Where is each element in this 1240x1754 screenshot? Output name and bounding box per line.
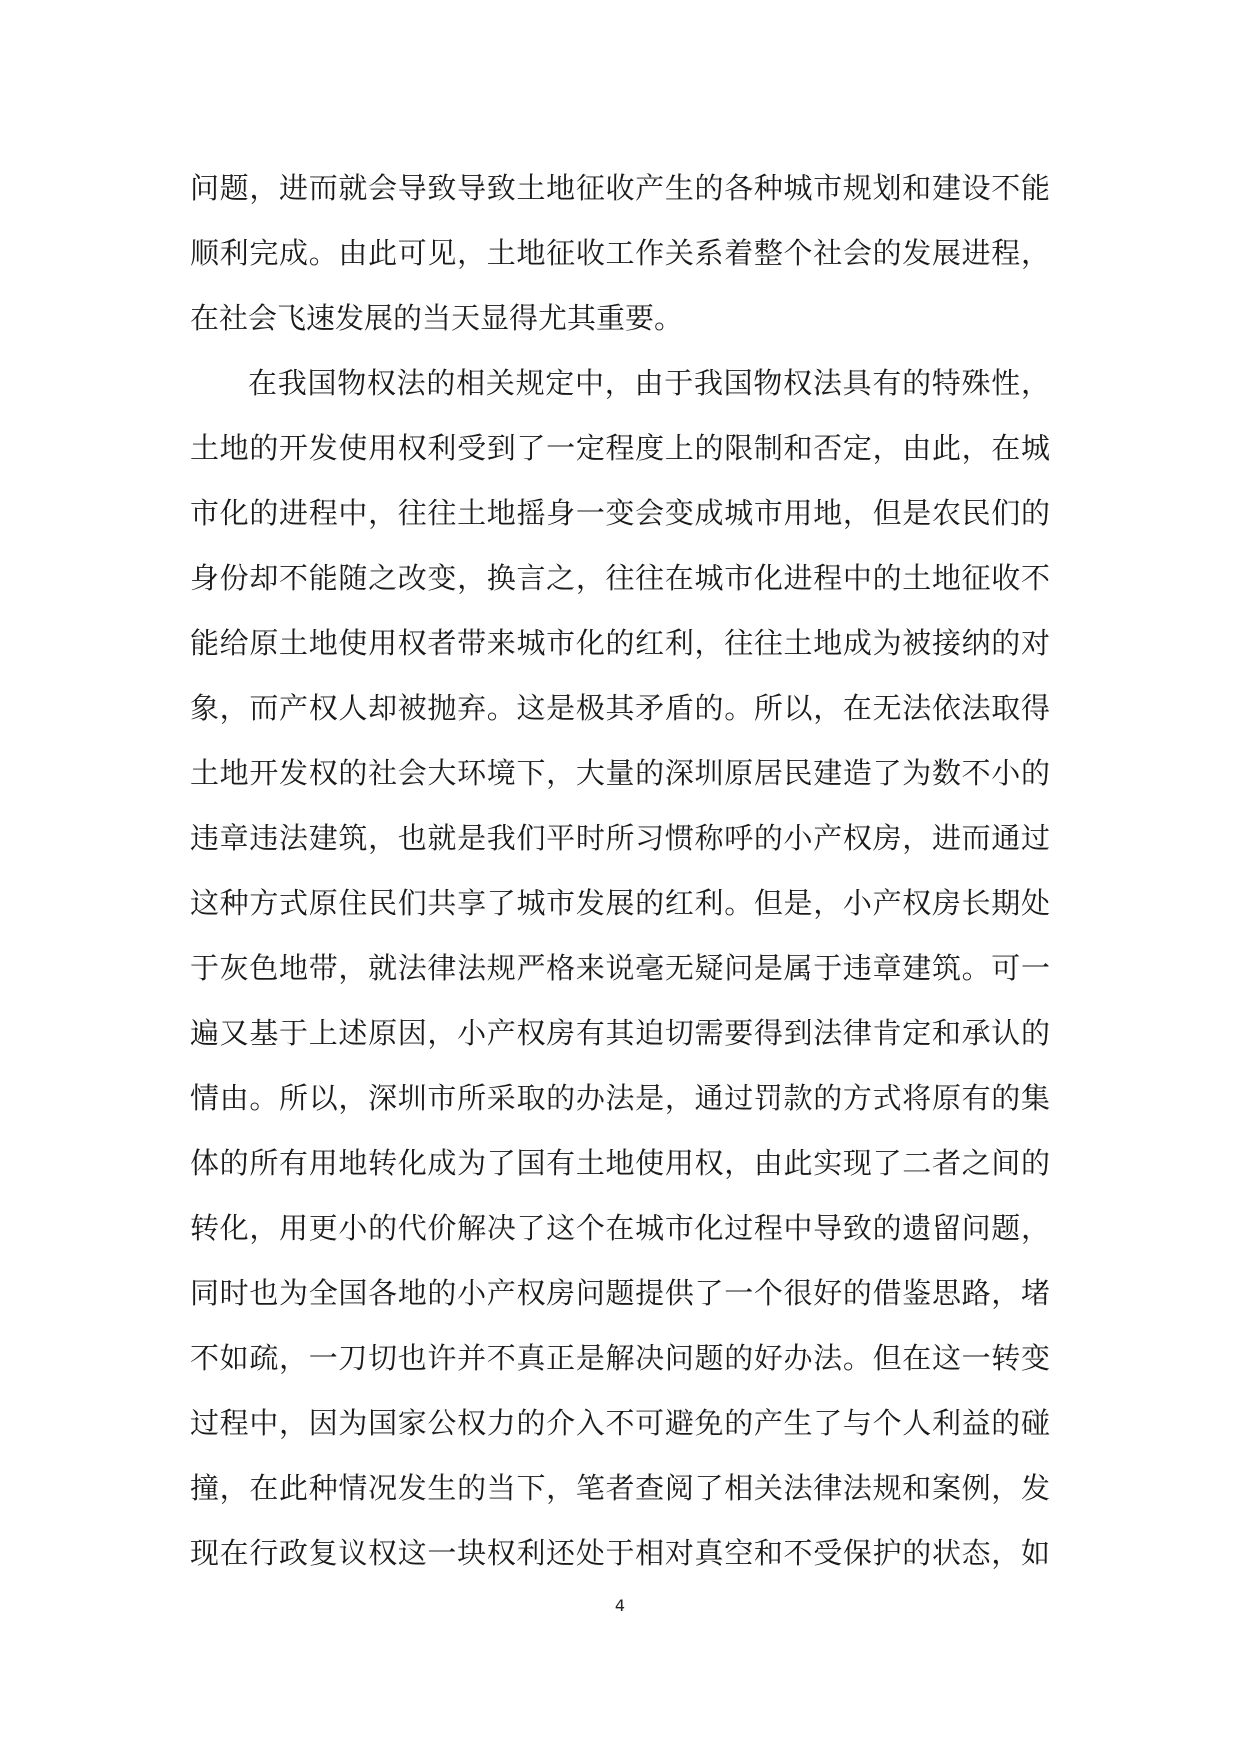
text-line: 同时也为全国各地的小产权房问题提供了一个很好的借鉴思路，堵 — [190, 1276, 1050, 1310]
text-line: 身份却不能随之改变，换言之，往往在城市化进程中的土地征收不 — [190, 561, 1050, 595]
text-line: 在我国物权法的相关规定中，由于我国物权法具有的特殊性， — [248, 366, 1050, 400]
body-text — [190, 156, 1050, 1586]
text-line: 情由。所以，深圳市所采取的办法是，通过罚款的方式将原有的集 — [190, 1081, 1050, 1115]
text-line: 撞，在此种情况发生的当下，笔者查阅了相关法律法规和案例，发 — [190, 1471, 1050, 1505]
text-line: 违章违法建筑，也就是我们平时所习惯称呼的小产权房，进而通过 — [190, 821, 1050, 855]
text-line: 顺利完成。由此可见，土地征收工作关系着整个社会的发展进程， — [190, 236, 1050, 270]
text-line: 土地的开发使用权利受到了一定程度上的限制和否定，由此，在城 — [190, 431, 1050, 465]
text-line: 体的所有用地转化成为了国有土地使用权，由此实现了二者之间的 — [190, 1146, 1050, 1180]
text-line: 现在行政复议权这一块权利还处于相对真空和不受保护的状态，如 — [190, 1536, 1050, 1570]
page-number: 4 — [614, 1596, 626, 1615]
text-line: 不如疏，一刀切也许并不真正是解决问题的好办法。但在这一转变 — [190, 1341, 1050, 1375]
text-line: 转化，用更小的代价解决了这个在城市化过程中导致的遗留问题， — [190, 1211, 1050, 1245]
text-line: 象，而产权人却被抛弃。这是极其矛盾的。所以，在无法依法取得 — [190, 691, 1050, 725]
text-line: 这种方式原住民们共享了城市发展的红利。但是，小产权房长期处 — [190, 886, 1050, 920]
text-line: 在社会飞速发展的当天显得尤其重要。 — [190, 301, 684, 335]
text-line: 于灰色地带，就法律法规严格来说毫无疑问是属于违章建筑。可一 — [190, 951, 1050, 985]
text-line: 遍又基于上述原因，小产权房有其迫切需要得到法律肯定和承认的 — [190, 1016, 1050, 1050]
text-line: 能给原土地使用权者带来城市化的红利，往往土地成为被接纳的对 — [190, 626, 1050, 660]
text-line: 问题，进而就会导致导致土地征收产生的各种城市规划和建设不能 — [190, 171, 1050, 205]
text-line: 市化的进程中，往往土地摇身一变会变成城市用地，但是农民们的 — [190, 496, 1050, 530]
text-line: 过程中，因为国家公权力的介入不可避免的产生了与个人利益的碰 — [190, 1406, 1050, 1440]
text-line: 土地开发权的社会大环境下，大量的深圳原居民建造了为数不小的 — [190, 756, 1050, 790]
